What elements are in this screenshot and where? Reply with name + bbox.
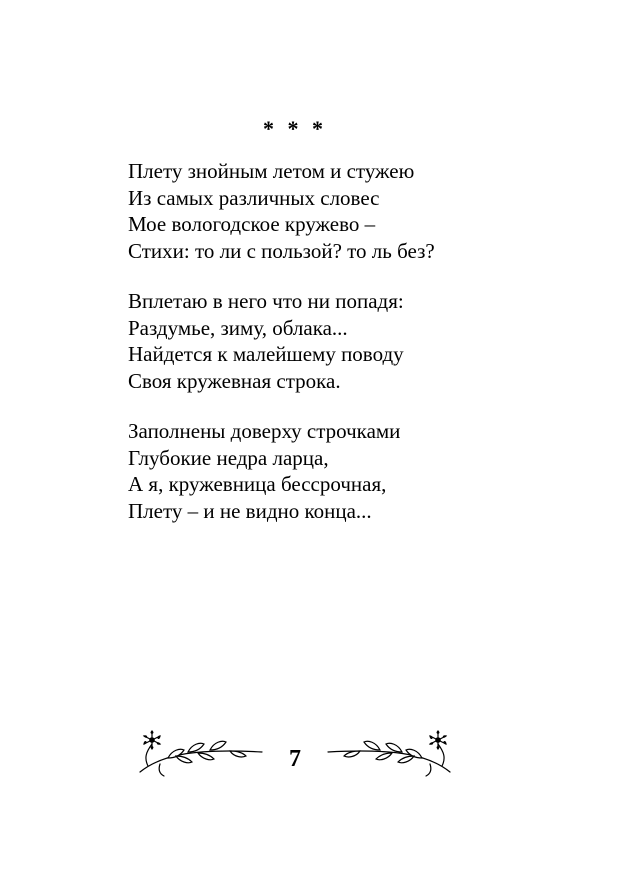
poem-line: Из самых различных словес: [128, 185, 380, 210]
poem-line: Стихи: то ли с пользой? то ль без?: [128, 238, 435, 263]
poem-line: Плету – и не видно конца...: [128, 498, 372, 523]
section-divider-asterisks: * * *: [263, 116, 327, 141]
poem-line: А я, кружевница бессрочная,: [128, 472, 387, 496]
poem-line: Найдется к малейшему поводу: [128, 342, 404, 366]
poem-line: Своя кружевная строка.: [128, 368, 341, 393]
poem-line: Глубокие недра ларца,: [128, 445, 329, 470]
page-number: 7: [289, 746, 301, 772]
poem-line: Мое вологодское кружево –: [128, 212, 376, 236]
page-footer: [130, 728, 460, 778]
poem-line: Раздумье, зиму, облака...: [128, 315, 348, 340]
stanza-1: [128, 158, 598, 264]
poem-line: Плету знойным летом и стужею: [128, 159, 415, 183]
poem-line: Заполнены доверху строчками: [128, 419, 401, 443]
poem-line: Вплетаю в него что ни попадя:: [128, 289, 404, 313]
poem: [128, 158, 598, 548]
floral-branch-icon: [130, 728, 270, 778]
floral-branch-icon: [320, 728, 460, 778]
stanza-3: [128, 418, 598, 524]
stanza-2: [128, 288, 598, 394]
